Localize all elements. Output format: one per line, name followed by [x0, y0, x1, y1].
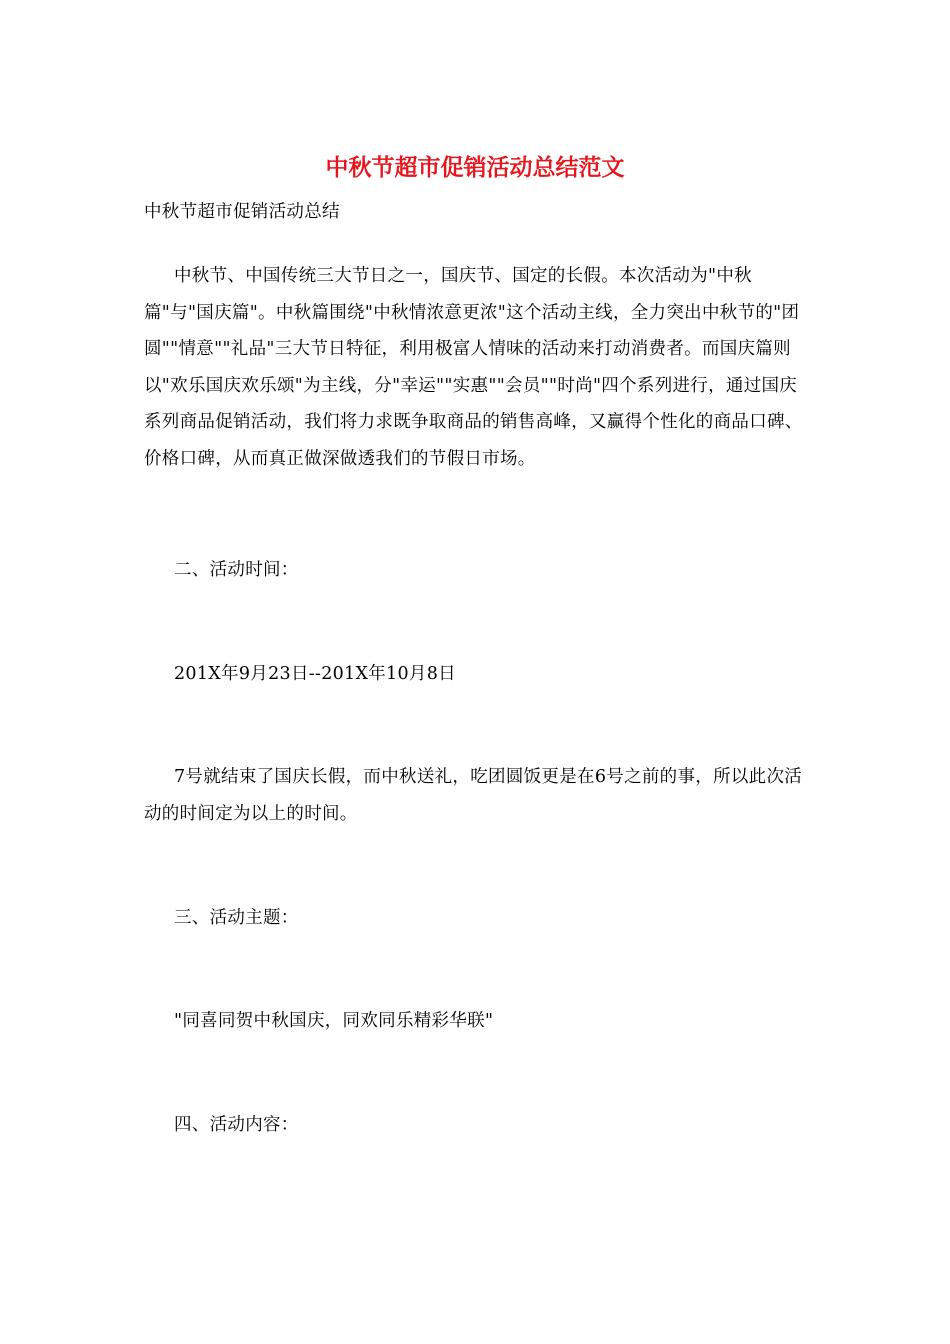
- activity-dates: 201X年9月23日--201X年10月8日: [174, 664, 456, 684]
- document-subtitle: 中秋节超市促销活动总结: [144, 202, 340, 222]
- section-heading-activity-time: 二、活动时间：: [174, 560, 299, 580]
- section-heading-activity-theme: 三、活动主题：: [174, 908, 299, 928]
- activity-theme-slogan: "同喜同贺中秋国庆，同欢同乐精彩华联": [174, 1011, 494, 1031]
- time-reason-paragraph: 7号就结束了国庆长假，而中秋送礼，吃团圆饭更是在6号之前的事，所以此次活动的时间定为以上的时间。: [144, 767, 803, 824]
- section-heading-activity-content: 四、活动内容：: [174, 1115, 299, 1135]
- intro-paragraph: 中秋节、中国传统三大节日之一，国庆节、国定的长假。本次活动为"中秋篇"与"国庆篇"。中秋篇围绕"中秋情浓意更浓"这个活动主线，全力突出中秋节的"团圆""情意""礼品"三大节日特征，利用极富人情味的活动来打动消费者。而国庆篇则以"欢乐国庆欢乐颂"为主线，分"幸运""实惠""会员""时尚"四个系列进行，通过国庆系列商品促销活动，我们将力求既争取商品的销售高峰，又赢得个性化的商品口碑、价格口碑，从而真正做深做透我们的节假日市场。: [144, 266, 803, 469]
- document-title: 中秋节超市促销活动总结范文: [325, 154, 625, 181]
